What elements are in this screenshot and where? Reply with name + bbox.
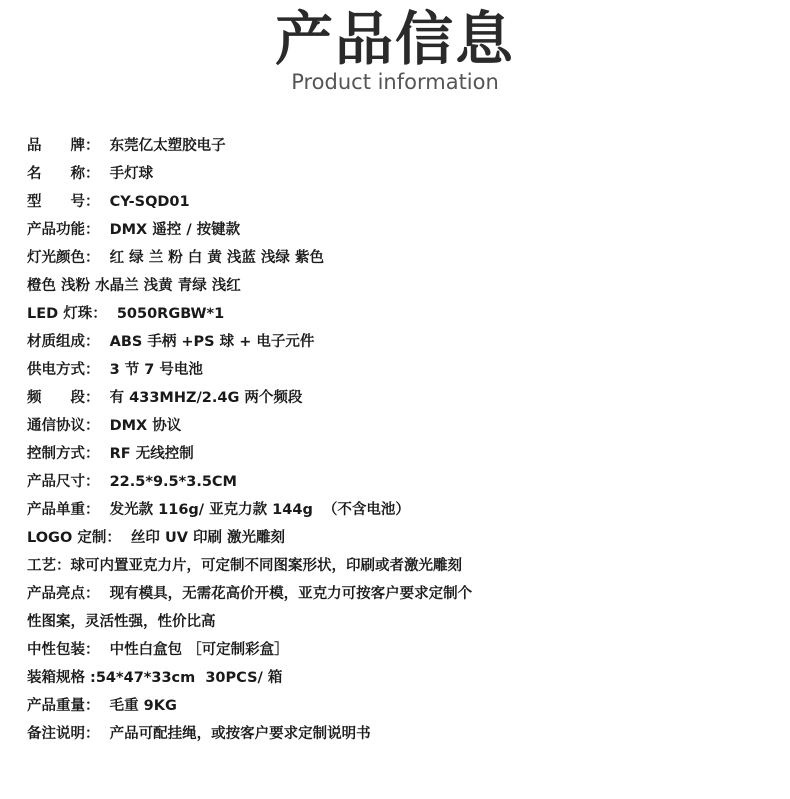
page-subtitle: Product information <box>291 70 499 94</box>
spec-weight-single: 产品单重： 发光款 116g/ 亚克力款 144g （不含电池） <box>27 502 410 518</box>
spec-weight-gross: 产品重量： 毛重 9KG <box>27 698 177 714</box>
page-header <box>0 0 790 100</box>
spec-colors-continued: 橙色 浅粉 水晶兰 浅黄 青绿 浅红 <box>27 278 241 294</box>
spec-power: 供电方式： 3 节 7 号电池 <box>27 362 203 378</box>
spec-name: 名 称： 手灯球 <box>27 166 154 182</box>
spec-model: 型 号： CY-SQD01 <box>27 194 190 210</box>
spec-led: LED 灯珠： 5050RGBW*1 <box>27 306 225 322</box>
spec-material: 材质组成： ABS 手柄 +PS 球 + 电子元件 <box>27 334 315 350</box>
spec-packaging: 中性包装： 中性白盒包 ［可定制彩盒］ <box>27 642 289 658</box>
spec-colors: 灯光颜色： 红 绿 兰 粉 白 黄 浅蓝 浅绿 紫色 <box>27 250 324 266</box>
spec-control: 控制方式： RF 无线控制 <box>27 446 194 462</box>
spec-remarks: 备注说明： 产品可配挂绳，或按客户要求定制说明书 <box>27 726 371 742</box>
spec-brand: 品 牌： 东莞亿太塑胶电子 <box>27 138 226 154</box>
spec-highlights-continued: 性图案，灵活性强，性价比高 <box>27 614 216 630</box>
spec-carton: 装箱规格 :54*47*33cm 30PCS/ 箱 <box>27 670 283 686</box>
spec-protocol: 通信协议： DMX 协议 <box>27 418 182 434</box>
spec-list <box>27 132 767 748</box>
spec-highlights: 产品亮点： 现有模具，无需花高价开模，亚克力可按客户要求定制个 <box>27 586 473 602</box>
spec-function: 产品功能： DMX 遥控 / 按键款 <box>27 222 241 238</box>
spec-frequency: 频 段： 有 433MHZ/2.4G 两个频段 <box>27 390 303 406</box>
spec-size: 产品尺寸： 22.5*9.5*3.5CM <box>27 474 237 490</box>
page-title: 产品信息 <box>274 5 515 73</box>
spec-craft: 工艺：球可内置亚克力片，可定制不同图案形状，印刷或者激光雕刻 <box>27 558 462 574</box>
spec-logo: LOGO 定制： 丝印 UV 印刷 激光雕刻 <box>27 530 286 546</box>
